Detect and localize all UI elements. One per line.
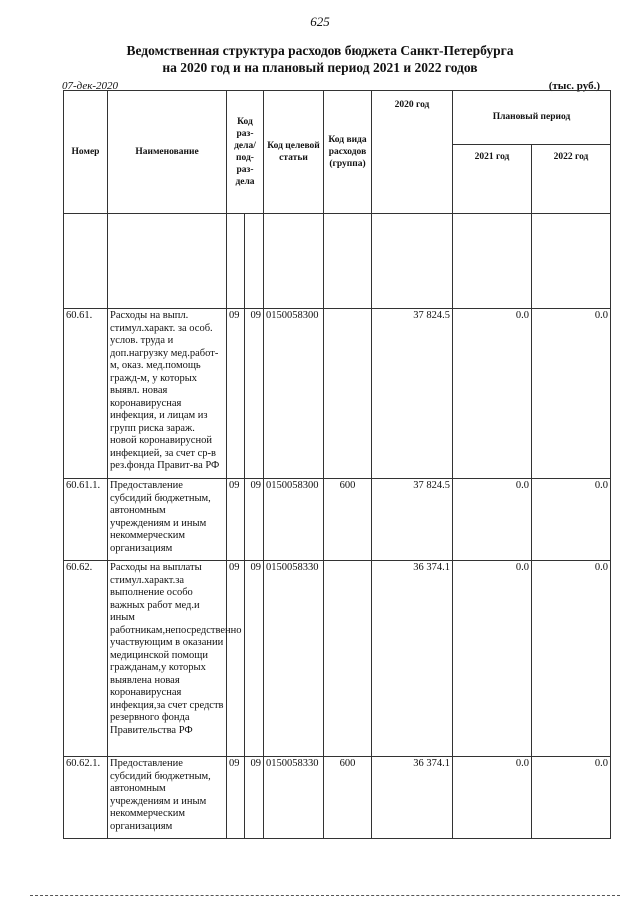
row-name: Расходы на выплаты стимул.характ.за выполнение особо важных работ мед.и иным работникам,непосредственно участвующим в оказании медицинской помощи гражданам,у которых выявлена новая коронавирусная инфекция,за счет средств резервного фонда Правительства РФ [108, 561, 227, 757]
table-row [64, 561, 611, 757]
table-row [64, 757, 611, 839]
row-number: 60.62.1. [64, 757, 108, 839]
page-bottom-rule [30, 895, 620, 896]
row-2020: 36 374.1 [372, 757, 453, 839]
row-2021: 0.0 [453, 757, 532, 839]
row-number: 60.61.1. [64, 479, 108, 561]
row-2022: 0.0 [532, 757, 611, 839]
row-expense-type [324, 309, 372, 479]
row-2021: 0.0 [453, 309, 532, 479]
table-row [64, 479, 611, 561]
header-section: Код раз-дела/ под-раз-дела [227, 91, 264, 214]
header-expense-type: Код вида расходов (группа) [324, 91, 372, 214]
row-podrazdel: 09 [245, 561, 264, 757]
row-expense-type: 600 [324, 479, 372, 561]
row-target: 0150058300 [264, 309, 324, 479]
budget-table [63, 90, 611, 839]
header-number: Номер [64, 91, 108, 214]
row-2022: 0.0 [532, 561, 611, 757]
units-label: (тыс. руб.) [548, 80, 600, 92]
header-2022: 2022 год [532, 144, 611, 213]
row-2020: 36 374.1 [372, 561, 453, 757]
row-2021: 0.0 [453, 479, 532, 561]
row-name: Предоставление субсидий бюджетным, автономным учреждениям и иным некоммерческим организациям [108, 757, 227, 839]
row-podrazdel: 09 [245, 757, 264, 839]
row-podrazdel: 09 [245, 309, 264, 479]
row-2022: 0.0 [532, 479, 611, 561]
document-date: 07-дек-2020 [62, 80, 119, 92]
header-name: Наименование [108, 91, 227, 214]
row-razdel: 09 [227, 309, 245, 479]
row-name: Предоставление субсидий бюджетным, автономным учреждениям и иным некоммерческим организациям [108, 479, 227, 561]
header-2020: 2020 год [372, 91, 453, 214]
row-name: Расходы на выпл. стимул.характ. за особ. услов. труда и доп.нагрузку мед.работ-м, оказ. мед.помощь гражд-м, у которых выявл. новая коронавирусная инфекция, и лицам из групп риска зараж. новой коронавирусной инфекцией, за счет ср-в рез.фонда Правит-ва РФ [108, 309, 227, 479]
header-target: Код целевой статьи [264, 91, 324, 214]
page-number: 625 [310, 14, 330, 29]
row-target: 0150058300 [264, 479, 324, 561]
header-2021: 2021 год [453, 144, 532, 213]
row-podrazdel: 09 [245, 479, 264, 561]
row-2020: 37 824.5 [372, 479, 453, 561]
row-target: 0150058330 [264, 561, 324, 757]
row-expense-type: 600 [324, 757, 372, 839]
row-2020: 37 824.5 [372, 309, 453, 479]
row-2021: 0.0 [453, 561, 532, 757]
title-line-1: Ведомственная структура расходов бюджета Санкт-Петербурга [126, 43, 514, 58]
document-title [0, 42, 640, 76]
row-razdel: 09 [227, 561, 245, 757]
row-number: 60.62. [64, 561, 108, 757]
row-2022: 0.0 [532, 309, 611, 479]
row-target: 0150058330 [264, 757, 324, 839]
table-header [64, 91, 611, 214]
row-expense-type [324, 561, 372, 757]
row-razdel: 09 [227, 757, 245, 839]
row-razdel: 09 [227, 479, 245, 561]
table-spacer-row [64, 214, 611, 309]
title-line-2: на 2020 год и на плановый период 2021 и 2022 годов [162, 60, 478, 75]
table-body [64, 214, 611, 839]
row-number: 60.61. [64, 309, 108, 479]
header-plan-period: Плановый период [453, 91, 611, 145]
table-row [64, 309, 611, 479]
